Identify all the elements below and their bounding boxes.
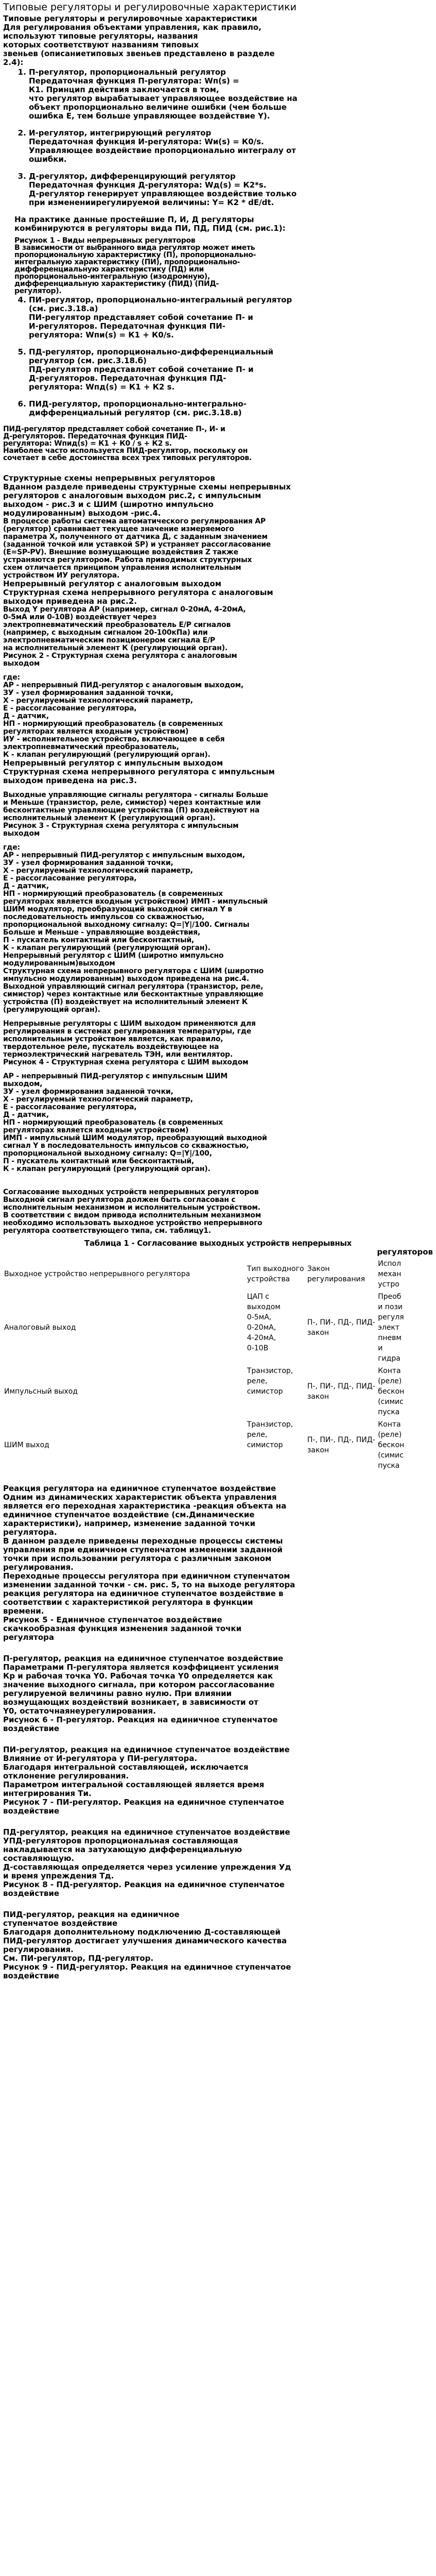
cell-line: (реле) (378, 1377, 402, 1385)
legend-line: Д - датчик, (3, 1111, 49, 1119)
legend-line: Е - рассогласование регулятора, (3, 874, 137, 883)
coordination-line: регулятора соответствующего типа, см. таблицу1. (3, 1227, 211, 1235)
coordination-section (3, 1189, 433, 1235)
list-line: при изменениирегулируемой величины: Y= К2 * dE/dt. (29, 198, 274, 207)
list-line: ПД-регулятор представляет собой сочетание П- и (29, 365, 254, 374)
legend-line: НП - нормирующий преобразователь (в современных (3, 1118, 223, 1127)
table-caption-cont: регуляторов (377, 1247, 433, 1257)
legend-figure-3 (3, 844, 433, 952)
header-line: механ (378, 1270, 402, 1278)
practice-note (3, 215, 433, 233)
pi-reg-line: интегрирования Ти. (3, 1789, 92, 1798)
list-line: регулятора: Wпд(s) = К1 + К2 s. (29, 382, 175, 392)
response-line: Реакция регулятора на единичное ступенчатое воздействие (3, 1484, 276, 1493)
impulse-description (3, 791, 433, 838)
table-cell-law: П-, ПИ-, ПД-, ПИД-закон (307, 1436, 375, 1454)
pd-reg-line: ПД-регулятор, реакция на единичное ступенчатое воздействие (3, 1827, 290, 1837)
legend-line: К - клапан регулирующий (регулирующий орган). (3, 751, 211, 759)
pwm-line: устройства (П) воздействует на исполнительный элемент К (3, 998, 248, 1006)
pwm-desc-line: Непрерывные регуляторы с ШИМ выходом применяются для (3, 1020, 256, 1028)
list-item-i (29, 129, 433, 164)
cell-line: и (378, 1344, 383, 1352)
legend-line: НП - нормирующий преобразователь (в современных (3, 720, 223, 728)
legend-line: Х - регулируемый технологический параметр, (3, 697, 193, 705)
response-line: реакция регулятора на единичное ступенчатое воздействие в (3, 1589, 284, 1598)
analog-output-line: электропневматический преобразователь Е/Р сигналов (3, 621, 231, 629)
response-line: характеристики), например, изменение заданной точки (3, 1519, 255, 1528)
cell-line: 0-20мА, (247, 1324, 276, 1332)
intro-line: 2.4): (3, 58, 24, 67)
table-row (3, 1365, 433, 1418)
pi-reg-line: Параметром интегральной составляющей является время (3, 1780, 265, 1789)
ar-line: устраняются регулятором. Работа приводимых структурных (3, 556, 252, 564)
list-item-p (29, 68, 433, 121)
legend-line: Х - регулируемый технологический параметр, (3, 867, 193, 875)
intro-line: которых соответствуют названиям типовых (3, 40, 199, 49)
list-line: И-регуляторов. Передаточная функция ПИ- (29, 321, 225, 331)
table-row (3, 1291, 433, 1365)
cell-line: 0-10В (247, 1344, 269, 1352)
cell-line: бескон (378, 1441, 405, 1449)
pid-line: сочетает в себе достоинства всех трех типовых регуляторов. (3, 454, 252, 462)
response-line: Рисунок 5 - Единичное ступенчатое воздействие (3, 1615, 222, 1624)
impulse-line: Непрерывный регулятор с импульсным выходом (3, 758, 223, 768)
cell-line: и пози (378, 1303, 403, 1311)
legend-line: П - пускатель контактный или бесконтактный, (3, 1157, 195, 1165)
response-line: соответствии с характеристикой регулятора в функции (3, 1598, 253, 1607)
table-header-cell (377, 1258, 433, 1291)
cell-line: пуска (378, 1462, 400, 1470)
figure-1-line: Рисунок 1 - Виды непрерывных регуляторов (14, 236, 196, 245)
list-line: регулятор (см. рис.3.18.б) (29, 356, 147, 365)
intro-line: используют типовые регуляторы, названия (3, 31, 198, 41)
table-header-cell: Тип выходного устройства (247, 1265, 304, 1283)
structures-line: выходом - рис.3 и с ШИМ (широтно импульсно (3, 500, 214, 509)
pwm-line: (регулирующий орган). (3, 1006, 100, 1014)
pwm-line: Выходной управляющий сигнал регулятора (транзистор, реле, (3, 982, 264, 991)
legend-line: Больше и Меньше - управляющие воздействия, (3, 928, 201, 937)
table-cell-law: П-, ПИ-, ПД-, ПИД-закон (307, 1382, 375, 1401)
coordination-line: В соответствии с видом привода исполнительным механизмом (3, 1211, 261, 1219)
pid-line: Д-регуляторов. Передаточная функция ПИД- (3, 432, 187, 440)
table-cell-actuator (377, 1291, 433, 1365)
cell-line: Преоб (378, 1293, 402, 1301)
cell-line: бескон (378, 1387, 405, 1396)
analog-line: Непрерывный регулятор с аналоговым выходом (3, 579, 221, 588)
cell-line: (симис (378, 1451, 404, 1460)
legend-line: К - клапан регулирующий (регулирующий орган). (3, 944, 211, 952)
pi-reg-line: ПИ-регулятор, реакция на единичное ступенчатое воздействие (3, 1745, 290, 1754)
analog-section (3, 580, 433, 606)
impulse-desc-line: бесконтактные управляющие устройства (П) воздействуют на (3, 806, 259, 815)
practice-line: комбинируются в регуляторы вида ПИ, ПД, ПИД (см. рис.1): (14, 224, 286, 233)
pd-reg-line: воздействие (3, 1889, 60, 1898)
impulse-desc-line: Выходные управляющие сигналы регулятора - сигналы Больше (3, 791, 268, 799)
response-line: Переходные процессы регулятора при единичном ступенчатом (3, 1571, 290, 1581)
table-header-cell: Закон регулирования (307, 1265, 365, 1283)
coordination-table (3, 1258, 433, 1472)
combined-regulator-list (3, 296, 433, 417)
header-line: Испол (378, 1260, 402, 1268)
list-line: регулятора: Wпи(s) = К1 + К0/s. (29, 330, 174, 340)
list-line: что регулятор вырабатывает управляющее воздействие на (29, 94, 298, 103)
pid-reg-line: Благодаря дополнительному подключению Д-составляющей (3, 1927, 281, 1937)
pid-line: регулятора: Wпид(s) = К1 + К0 / s + К2 s. (3, 439, 172, 448)
pwm-desc-line: регулирования в системах регулирования температуры, где (3, 1027, 252, 1036)
list-line: 1. П-регулятор, пропорциональный регулятор (29, 67, 226, 77)
list-line: Управляющее воздействие пропорционально интегралу от (29, 146, 296, 155)
pid-regulator-response (3, 1910, 433, 1980)
cell-line: симистор (247, 1441, 283, 1449)
table-header-cell: Выходное устройство непрерывного регулятора (4, 1270, 190, 1278)
list-item-pd (29, 348, 433, 392)
list-line: 4. ПИ-регулятор, пропорционально-интегральный регулятор (29, 295, 292, 304)
legend-line: последовательность импульсов со скважностью, (3, 913, 205, 921)
cell-line: 4-20мА, (247, 1334, 276, 1342)
cell-line: (реле) (378, 1431, 402, 1439)
impulse-desc-line: исполнительный элемент К (регулирующий орган). (3, 814, 216, 822)
list-item-pi (29, 296, 433, 340)
intro-heading: Типовые регуляторы и регулировочные характеристики (3, 14, 257, 23)
legend-line: П - пускатель контактный или бесконтактный, (3, 936, 195, 944)
legend-line: пропорциональной выходному сигналу: Q=|Y|/100. Сигналы (3, 921, 250, 929)
pwm-line: симистор) через контактные или бесконтактные управляющие (3, 990, 264, 998)
table-cell-type (246, 1418, 306, 1472)
list-line: ПИ-регулятор представляет собой сочетание П- и (29, 313, 253, 322)
response-line: точки при использовании регулятора с различным законом (3, 1554, 272, 1563)
pi-reg-line: Рисунок 7 - ПИ-регулятор. Реакция на единичное ступенчатое (3, 1798, 285, 1807)
pwm-line: Структурная схема непрерывного регулятора с ШИМ (широтно (3, 967, 264, 975)
step-response-section (3, 1484, 433, 1642)
response-line: изменении заданной точки - см. рис. 5, то на выходе регулятора (3, 1580, 295, 1589)
response-line: единичное ступенчатое воздействие (см.Динамические (3, 1510, 255, 1519)
table-row (3, 1418, 433, 1472)
analog-line: выходом приведена на рис.2. (3, 597, 137, 606)
response-line: регулятора. (3, 1528, 57, 1537)
impulse-section (3, 759, 433, 785)
pwm-desc-line: термоэлектрический нагреватель ТЭН, или вентилятор. (3, 1050, 233, 1059)
pwm-description (3, 1020, 433, 1066)
list-line: Д-регуляторов. Передаточная функция ПД- (29, 374, 226, 383)
cell-line: 0-5мА, (247, 1313, 272, 1321)
figure-1-line: интегральную характеристику (ПИ), пропорционально- (14, 258, 240, 266)
cell-line: (симис (378, 1398, 404, 1406)
list-line: 6. ПИД-регулятор, пропорционально-интегрально- (29, 399, 247, 409)
p-regulator-response (3, 1654, 433, 1733)
analog-output-line: (например, с выходным сигналом 20-100кПа) или (3, 629, 208, 637)
p-reg-line: Кр и рабочая точка Y0. Рабочая точка Y0 определяется как (3, 1671, 273, 1681)
response-line: регулирования. (3, 1563, 74, 1572)
cell-line: Конта (378, 1420, 401, 1429)
p-reg-line: регулируемой величины равно нулю. При влиянии (3, 1689, 232, 1698)
pwm-desc-line: Рисунок 4 - Структурная схема регулятора с ШИМ выходом (3, 1058, 249, 1066)
intro-line: звеньев (описаниетиповых звеньев представлено в разделе (3, 49, 275, 58)
response-line: является его переходная характеристика -реакция объекта на (3, 1501, 287, 1511)
cell-line: регуля (378, 1313, 404, 1321)
pid-reg-line: См. ПИ-регулятор, ПД-регулятор. (3, 1954, 154, 1963)
legend-line: Е - рассогласование регулятора, (3, 1103, 137, 1111)
pi-reg-line: отклонение регулирования. (3, 1771, 129, 1781)
response-line: управления при единичном ступенчатом изменении заданной (3, 1545, 283, 1554)
response-line: скачкообразная функция изменения заданной точки (3, 1624, 242, 1633)
pid-reg-line: ПИД-регулятор достигает улучшения динамического качества (3, 1936, 287, 1945)
pi-reg-line: Влияние от И-регулятора у ПИ-регулятора. (3, 1754, 198, 1763)
list-line: 5. ПД-регулятор, пропорционально-дифференциальный (29, 347, 274, 357)
list-line: 3. Д-регулятор, дифференцирующий регулятор (29, 172, 236, 181)
intro (3, 14, 433, 67)
ar-line: схем отличается принципом управления исполнительным (3, 564, 241, 572)
legend-line: АР - непрерывный ПИД-регулятор с импульсным ШИМ (3, 1072, 228, 1080)
pi-reg-line: воздействие (3, 1806, 60, 1816)
pd-reg-line: УПД-регуляторов пропорциональная составляющая (3, 1836, 238, 1845)
cell-line: Транзистор, (247, 1367, 293, 1375)
pd-reg-line: Д-составляющая определяется через усиление упреждения Уд (3, 1862, 291, 1872)
analog-output-line: Выход Y регулятора АР (например, сигнал 0-20мА, 4-20мА, (3, 605, 246, 614)
impulse-desc-line: и Меньше (транзистор, реле, симистор) через контактные или (3, 799, 261, 807)
legend-line: ЗУ - узел формирования заданной точки, (3, 1088, 173, 1096)
list-item-d (29, 172, 433, 207)
ar-line: (регулятор) сравнивает текущее значение измеряемого (3, 525, 234, 533)
cell-line: реле, (247, 1377, 268, 1385)
list-line: (см. рис.3.18.а) (29, 304, 98, 313)
list-line: Д-регулятор генерирует управляющее воздействие только (29, 189, 297, 198)
analog-output-line: электропневматическим позиционером сигнала Е/Р (3, 636, 215, 645)
pwm-section (3, 952, 433, 1014)
figure-1-block (3, 237, 433, 295)
legend-figure-4 (3, 1073, 433, 1173)
legend-line: где: (3, 843, 20, 852)
table-cell-device: ШИМ выход (4, 1441, 49, 1449)
p-reg-line: П-регулятор, реакция на единичное ступенчатое воздействие (3, 1654, 284, 1663)
practice-line: На практике данные простейшие П, И, Д регуляторы (14, 215, 254, 224)
legend-line: выходом, (3, 1080, 43, 1088)
legend-line: К - клапан регулирующий (регулирующий орган). (3, 1165, 211, 1173)
analog-output-line: Рисунок 2 - Структурная схема регулятора с аналоговым (3, 652, 237, 660)
regulator-list (3, 68, 433, 207)
structures-line: модулированным) выходом -рис.4. (3, 509, 161, 518)
legend-line: Д - датчик, (3, 882, 49, 890)
structures-line: регуляторов с аналоговым выходом рис.2, с импульсным (3, 491, 261, 500)
ar-line: (заданной точкой или уставкой SP) и устраняет рассогласование (3, 540, 271, 549)
list-line: ошибка Е, тем больше управляющее воздействие Y). (29, 111, 270, 121)
cell-line: Конта (378, 1367, 401, 1375)
list-line: 2. И-регулятор, интегрирующий регулятор (29, 128, 212, 138)
legend-line: регуляторах является входным устройством) ИМП - импульсный (3, 897, 268, 906)
table-cell-law: П-, ПИ-, ПД-, ПИД-закон (307, 1318, 375, 1337)
coordination-line: Выходной сигнал регулятора должен быть согласован с (3, 1196, 236, 1204)
response-line: В данном разделе приведены переходные процессы системы (3, 1536, 283, 1546)
ar-line: параметра Х, полученного от датчика Д, с заданным значением (3, 533, 268, 541)
list-line: объект пропорционально величине ошибки (чем больше (29, 103, 287, 112)
table-cell-type (246, 1291, 306, 1365)
figure-1-line: дифференциальную характеристику (ПИД) (ПИД- (14, 280, 219, 288)
response-line: регулятора (3, 1633, 55, 1642)
pwm-line: модулированным)выходом (3, 959, 115, 968)
figure-1-line: В зависимости от выбранного вида регулятор может иметь (14, 244, 255, 252)
cell-line: ЦАП с (247, 1293, 269, 1301)
response-line: времени. (3, 1606, 44, 1616)
analog-line: Структурная схема непрерывного регулятора с аналоговым (3, 588, 273, 597)
coordination-line: исполнительным механизмом и исполнительным устройством. (3, 1204, 260, 1212)
coordination-line: Согласование выходных устройств непрерывных регуляторов (3, 1188, 259, 1196)
figure-1-line: дифференциальную характеристику (ПД) или (14, 265, 204, 274)
pd-reg-line: накладывается на затухающую дифференциальную (3, 1845, 242, 1854)
pi-reg-line: Благодаря интегральной составляющей, исключается (3, 1762, 249, 1772)
impulse-desc-line: выходом (3, 829, 40, 838)
legend-line: Д - датчик, (3, 712, 49, 720)
p-reg-line: Рисунок 6 - П-регулятор. Реакция на единичное ступенчатое (3, 1715, 278, 1724)
figure-1-line: пропорционально-интегральную (изодромную), (14, 273, 210, 281)
table-caption (3, 1239, 433, 1248)
legend-line: пропорциональной выходному сигналу: Q=|Y|/100, (3, 1149, 212, 1158)
pwm-desc-line: твердотельное реле, пускатель воздействующее на (3, 1043, 219, 1051)
legend-line: сигнал Y в последовательность импульсов со скважностью, (3, 1142, 249, 1150)
pd-reg-line: составляющую. (3, 1854, 75, 1863)
page-title: Типовые регуляторы и регулировочные характеристики (3, 2, 297, 13)
pwm-line: Непрерывный регулятор с ШИМ (широтно импульсно (3, 952, 224, 960)
legend-line: ИМП - импульсный ШИМ модулятор, преобразующий выходной (3, 1134, 267, 1142)
legend-figure-2 (3, 674, 433, 759)
figure-1-line: пропорциональную характеристику (П), пропорционально- (14, 251, 256, 259)
analog-output-description (3, 606, 433, 668)
coordination-line: необходимо использовать выходное устройство непрерывного (3, 1219, 263, 1227)
legend-line: регуляторах является входным устройством) (3, 1126, 189, 1134)
list-line: дифференциальный регулятор (см. рис.3.18.в) (29, 408, 242, 417)
table-cell-device: Импульсный выход (4, 1387, 78, 1396)
ar-line: устройством ИУ регулятора. (3, 571, 120, 580)
p-reg-line: значение выходного сигнала, при котором рассогласование (3, 1680, 275, 1689)
table-cell-device: Аналоговый выход (4, 1324, 76, 1332)
p-reg-line: возмущающих воздействий возникает, в зависимости от (3, 1698, 258, 1707)
cell-line: реле, (247, 1431, 268, 1439)
ar-line: В процессе работы система автоматического регулирования АР (3, 517, 266, 526)
pd-reg-line: Рисунок 8 - ПД-регулятор. Реакция на единичное ступенчатое (3, 1880, 285, 1889)
pid-line: ПИД-регулятор представляет собой сочетание П-, И- и (3, 425, 225, 433)
analog-output-line: на исполнительный элемент К (регулирующий орган). (3, 644, 228, 652)
figure-1-line: регулятор). (14, 287, 62, 295)
ar-description (3, 518, 433, 580)
list-line: Передаточная функция И-регулятора: Wи(s) = К0/s. (29, 137, 264, 146)
legend-line: ЗУ - узел формирования заданной точки, (3, 859, 173, 867)
legend-line: ШИМ модулятор, преобразующий выходной сигнал Y в (3, 905, 232, 913)
pd-reg-line: и время упреждения Тд. (3, 1871, 114, 1880)
pwm-line: импульсно модулированным) выходом приведена на рис.4. (3, 975, 249, 983)
intro-line: Для регулирования объектами управления, как правило, (3, 23, 261, 32)
structures-line: Вданном разделе приведены структурные схемы непрерывных (3, 482, 291, 492)
legend-line: АР - непрерывный ПИД-регулятор с импульсным выходом, (3, 851, 245, 859)
cell-line: пневм (378, 1334, 402, 1342)
legend-line: ИУ - исполнительное устройство, включающее в себя (3, 735, 225, 743)
cell-line: пуска (378, 1408, 400, 1416)
pid-reg-line: воздействие (3, 1971, 60, 1980)
analog-output-line: выходом (3, 659, 40, 668)
p-reg-line: воздействие (3, 1724, 60, 1733)
pid-description (3, 426, 433, 462)
legend-line: ЗУ - узел формирования заданной точки, (3, 689, 173, 697)
table-cell-actuator (377, 1418, 433, 1472)
list-item-pid (29, 400, 433, 417)
table-caption-text: Таблица 1 - Согласование выходных устройств непрерывных (84, 1239, 352, 1248)
pwm-desc-line: исполнительным устройством является, как правило, (3, 1035, 223, 1043)
impulse-desc-line: Рисунок 3 - Структурная схема регулятора с импульсным (3, 822, 239, 830)
list-line: К1. Принцип действия заключается в том, (29, 85, 219, 94)
legend-line: Е - рассогласование регулятора, (3, 704, 137, 713)
list-line: ошибки. (29, 155, 67, 164)
pid-reg-line: ПИД-регулятор, реакция на единичное (3, 1910, 180, 1919)
pd-regulator-response (3, 1828, 433, 1898)
list-line: Передаточная функция Д-регулятора: Wд(s) = К2*s. (29, 180, 267, 190)
cell-line: симистор (247, 1387, 283, 1396)
legend-line: АР - непрерывный ПИД-регулятор с аналоговым выходом, (3, 681, 243, 689)
pid-reg-line: Рисунок 9 - ПИД-регулятор. Реакция на единичное ступенчатое (3, 1962, 291, 1972)
legend-line: НП - нормирующий преобразователь (в современных (3, 890, 223, 898)
structures-section (3, 474, 433, 518)
cell-line: выходом (247, 1303, 281, 1311)
pi-regulator-response (3, 1745, 433, 1816)
pid-line: Наиболее часто используется ПИД-регулятор, поскольку он (3, 447, 248, 455)
cell-line: элект (378, 1324, 400, 1332)
legend-line: электропневматический преобразователь, (3, 743, 179, 751)
cell-line: Транзистор, (247, 1420, 293, 1429)
impulse-line: выходом приведена на рис.3. (3, 776, 137, 785)
legend-line: Х - регулируемый технологический параметр, (3, 1095, 193, 1104)
pid-reg-line: ступенчатое воздействие (3, 1919, 118, 1928)
ar-line: (Е=SP-PV). Внешние возмущающие воздействия Z также (3, 548, 238, 556)
legend-line: регуляторах является входным устройством) (3, 727, 189, 736)
header-line: устро (378, 1280, 399, 1289)
cell-line: гидра (378, 1354, 400, 1363)
structures-line: Структурные схемы непрерывных регуляторов (3, 473, 215, 483)
legend-line: где: (3, 673, 20, 682)
analog-output-line: 0-5мА или 0-10В) воздействует через (3, 613, 157, 621)
pid-reg-line: регулирования. (3, 1945, 74, 1954)
p-reg-line: Параметрами П-регулятора является коэффициент усиления (3, 1663, 279, 1672)
p-reg-line: Y0, остаточнаянеурегулирования. (3, 1706, 156, 1716)
list-line: Передаточная функция П-регулятора: Wп(s) = (29, 76, 239, 86)
table-cell-type (246, 1365, 306, 1418)
response-line: Одним из динамических характеристик объекта управления (3, 1493, 277, 1502)
table-cell-actuator (377, 1365, 433, 1418)
impulse-line: Структурная схема непрерывного регулятора с импульсным (3, 767, 275, 776)
table-header-row (3, 1258, 433, 1291)
